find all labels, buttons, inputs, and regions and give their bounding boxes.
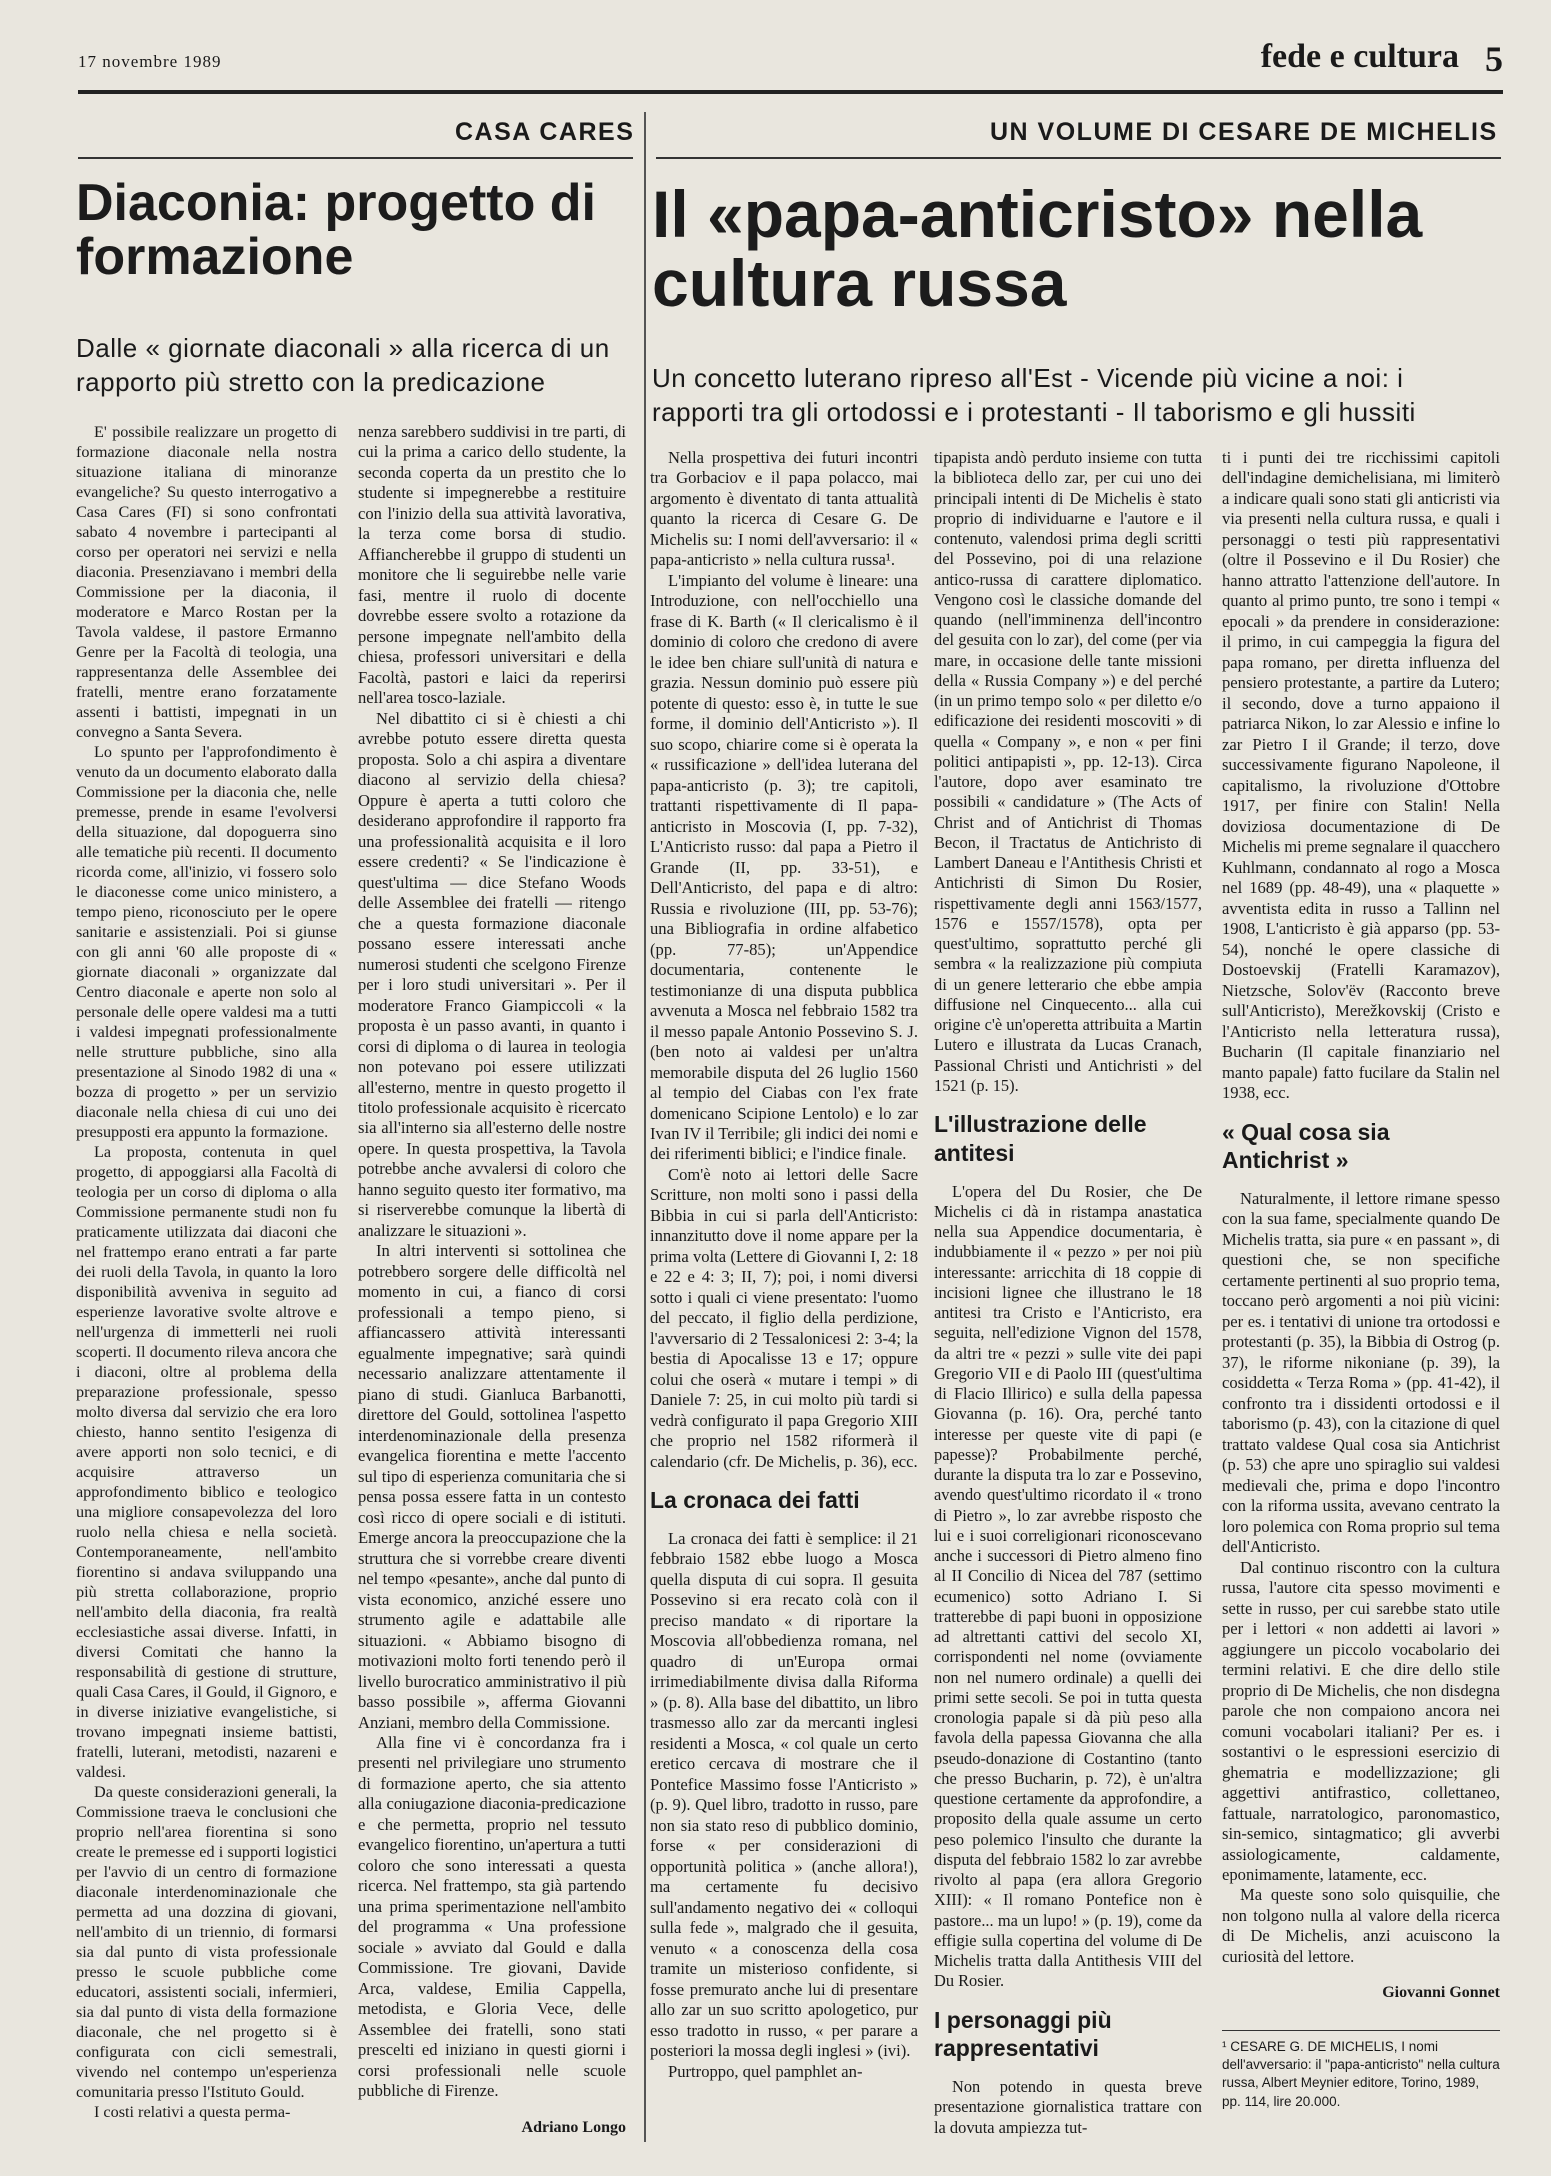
right-column-3 [1222, 448, 1500, 2003]
left-deck: Dalle « giornate diaconali » alla ricerca di un rapporto più stretto con la predicazione [76, 333, 610, 397]
right-kicker: UN VOLUME DI CESARE DE MICHELIS [990, 118, 1498, 146]
right-signature: Giovanni Gonnet [1382, 1984, 1500, 2002]
right-deck: Un concetto luterano ripreso all'Est - Vicende più vicine a noi: i rapporti tra gli ortodossi e i protestanti - Il taborismo e gli hussiti [652, 363, 1416, 427]
right-kicker-rule [656, 157, 1501, 159]
paragraph: tipapista andò perduto insieme con tutta la biblioteca dello zar, per cui uno dei principali intenti di De Michelis è stato proprio di individuarne e l'autore e il contenuto, valendosi prima degli scritti del Possevino, poi di una relazione antico-russa di carattere diplomatico. Vengono così le classiche domande del quando (nell'imminenza dell'incontro del gesuita con lo zar), del come (per via mare, in occasione delle tante missioni della « Russia Company ») e del perché (in un primo tempo solo « per diletto e/o edificazione dei residenti moscoviti » di quella « Company », e non « per fini politici antipapisti », pp. 12-13). Circa l'autore, dopo aver esaminato tre possibili « candidature » (The Acts of Christ and of Antichrist di Thomas Becon, il Tractatus de Antichristo di Lambert Daneau e l'Antithesis Christi et Antichristi di Simon Du Rosier, rispettivamente degli anni 1563/1577, 1576 e 1557/1578), opta per quest'ultimo, soprattutto perché gli sembra « la realizzazione più compiuta di un genere letterario che ebbe ampia diffusione nel Cinquecento... alla cui origine c'è un'operetta attribuita a Martin Lutero e illustrata da Lucas Cranach, Passional Christi und Antichristi » del 1521 (p. 15). [934, 448, 1202, 1095]
footnote: ¹ CESARE G. DE MICHELIS, I nomi dell'avversario: il "papa-anticristo" nella cultura russa, Albert Meynier editore, Torino, 1989, pp. 114, lire 20.000. [1222, 2039, 1500, 2109]
paragraph: In altri interventi si sottolinea che potrebbero sorgere delle difficoltà nel momento in cui, a fianco di corsi professionali a tempo pieno, si affiancassero attività interessanti egualmente impegnative; sarà quindi necessario analizzare attentamente il piano di studi. Gianluca Barbanotti, direttore del Gould, sottolinea l'aspetto interdenominazionale della presenza evangelica fiorentina e mette l'accento sul tipo di esperienza comunitaria che si pensa possa essere fatta in un contesto così ricco di opere sociali e di istituti. Emerge ancora la preoccupazione che la struttura che si vorrebbe creare diventi nel tempo «pesante», anche dal punto di vista economico, anziché essere uno strumento agile e adattabile alle situazioni. « Abbiamo bisogno di motivazioni molto forti tenendo però il livello burocratico amministrativo il più basso possibile », afferma Giovanni Anziani, membro della Commissione. [358, 1241, 626, 1732]
subheading-cronaca: La cronaca dei fatti [650, 1487, 860, 1514]
paragraph: Dal continuo riscontro con la cultura russa, l'autore cita spesso movimenti e sette in russo, per cui sarebbe stato utile per i lettori « non addetti ai lavori » aggiungere un piccolo vocabolario dei termini relativi. E che dire dello stile proprio di De Michelis, che non disdegna parole che non compaiono ancora nei comuni vocabolari italiani? Per es. i sostantivi o le espressioni esercizio di ghematria e modellizzazione; gli aggettivi antifrastico, collettaneo, fattuale, narratologico, paronomastico, sin-semico, sintagmatico; gli avverbi assiologicamente, caldamente, eponimamente, latamente, ecc. [1222, 1557, 1500, 1884]
paragraph: Nel dibattito ci si è chiesti a chi avrebbe potuto essere diretta questa proposta. Solo a chi aspira a diventare diacono al servizio della chiesa? Oppure è aperta a tutti coloro che desiderano approfondire il rapporto fra una professionalità acquisita e il loro essere credenti? « Se l'indicazione è quest'ultima — dice Stefano Woods delle Assemblee dei fratelli — ritengo che a questa formazione diaconale possano essere interessati anche numerosi studenti che scelgono Firenze per i loro studi universitari ». Per il moderatore Franco Giampiccoli « la proposta è un passo avanti, in quanto i corsi di diploma o di laurea in teologia non potevano poi essere utilizzati all'esterno, mentre in questo progetto il titolo professionale acquisito è ricercato sia all'interno sia all'esterno delle nostre opere. In questa prospettiva, la Tavola potrebbe anche avvalersi di coloro che hanno seguito questo iter formativo, ma si riserverebbe comunque la libertà di analizzare le situazioni ». [358, 708, 626, 1240]
section-title: fede e cultura [1260, 38, 1459, 75]
paragraph: E' possibile realizzare un progetto di formazione diaconale nella nostra situazione italiana di minoranze evangeliche? Su questo interrogativo a Casa Cares (FI) si sono confrontati sabato 4 novembre i partecipanti al corso per operatori nei servizi e nella diaconia. Presenziavano i membri della Commissione per la diaconia, il moderatore e Marco Rostan per la Tavola valdese, il pastore Ermanno Genre per la Facoltà di teologia, una rappresentanza delle Assemblee dei fratelli, mentre erano forzatamente assenti i battisti, impegnati in un convegno a Santa Severa. [76, 423, 337, 741]
right-headline: Il «papa-anticristo» nella cultura russa [652, 177, 1423, 320]
running-head [78, 38, 1503, 94]
footnote-rule [1222, 2030, 1500, 2031]
issue-date: 17 novembre 1989 [78, 52, 222, 71]
paragraph: La proposta, contenuta in quel progetto, di appoggiarsi alla Facoltà di teologia per un corso di diploma o alla Commissione permanente studi non fu praticamente utilizzata dai diaconi che nel frattempo erano entrati a far parte dei ruoli della Tavola, in quanto la loro disponibilità avveniva in seguito ad esperienze lavorative svolte altrove e nell'urgenza di immetterli nei ruoli scoperti. Il documento rileva ancora che i diaconi, oltre al problema della preparazione professionale, spesso molto diversa dal servizio che era loro chiesto, hanno sentito l'esigenza di avere apporti non solo tecnici, e di acquisire attraverso un approfondimento biblico e teologico una migliore consapevolezza del loro ruolo nella chiesa e nella società. Contemporaneamente, nell'ambito fiorentino si andava sviluppando una più stretta collaborazione, proprio nell'ambito della diaconia, fra realtà ecclesiastiche assai diverse. Infatti, in diversi Comitati che hanno la responsabilità di gestione di strutture, quali Casa Cares, il Gould, il Gignoro, e in diverse iniziative evangelistiche, si trovano impegnati insieme battisti, fratelli, luterani, metodisti, nazareni e valdesi. [76, 1143, 337, 1781]
paragraph: Ma queste sono solo quisquilie, che non tolgono nulla al valore della ricerca di De Michelis, anzi acuiscono la curiosità del lettore. [1222, 1885, 1500, 1966]
paragraph: Purtroppo, quel pamphlet an- [668, 2061, 863, 2081]
subheading-personaggi: I personaggi più rappresentativi [934, 2006, 1112, 2062]
paragraph: Da queste considerazioni generali, la Commissione traeva le conclusioni che proprio nell'area fiorentina si sono create le premesse ed i supporti logistici per l'avvio di un centro di formazione diaconale interdenominazionale che permetta ad una dozzina di giovani, nell'ambito di un triennio, di formarsi sia dal punto di vista professionale presso le scuole pubbliche come educatori, assistenti sociali, infermieri, sia dal punto di vista della formazione diaconale, che nel progetto si è configurata con cicli semestrali, vivendo nel contempo un'esperienza comunitaria presso l'Istituto Gould. [76, 1783, 337, 2101]
paragraph: ti i punti dei tre ricchissimi capitoli dell'indagine demichelisiana, mi limiterò a indicare quali sono stati gli anticristi via via presenti nella cultura russa, e quali i personaggi o testi più rappresentativi (oltre il Possevino e il Du Rosier) che hanno attratto l'attenzione dell'autore. In quanto al primo punto, tre sono i tempi « epocali » da prendere in considerazione: il primo, in cui campeggia la figura del papa romano, per diretta influenza del pensiero protestante, a partire da Lutero; il secondo, dove a turno appaiono il patriarca Nikon, lo zar Alessio e infine lo zar Pietro I il Grande; il terzo, dove successivamente figurano Napoleone, il capitalismo, la rivoluzione d'Ottobre 1917, per finire con Stalin! Nella doviziosa documentazione di De Michelis mi preme segnalare il quacchero Kuhlmann, condannato al rogo a Mosca nel 1689 (pp. 48-49), una « plaquette » avventista edita in russo a Tallinn nel 1908, L'anticristo è già apparso (pp. 53-54), nonché le opere classiche di Dostoevskij (Fratelli Karamazov), Nietzsche, Solov'ëv (Racconto breve sull'Anticristo), Merežkovskij (Cristo e l'Anticristo nella letteratura russa), Bucharin (Il capitale finanziario nel manto papale) fatto fucilare da Stalin nel 1938, ecc. [1222, 448, 1500, 1103]
left-column-2 [358, 422, 626, 2137]
paragraph: Lo spunto per l'approfondimento è venuto da un documento elaborato dalla Commissione per la diaconia che, nelle premesse, prende in esame l'evolversi della situazione, dal dopoguerra sino alle tematiche più recenti. Il documento ricorda come, all'inizio, vi fossero solo le diaconesse come unico ministero, a tempo pieno, riconosciuto per le opere sanitarie e assistenziali. Poi si giunse con gli anni '60 alle proposte di « giornate diaconali » organizzate dal Centro diaconale e aperte non solo al personale delle opere valdesi ma a tutti i valdesi impegnati professionalmente nelle strutture pubbliche, sino alla presentazione al Sinodo 1982 di una « bozza di progetto » per un servizio diaconale nella chiesa di cui uno dei presupposti era appunto la formazione. [76, 743, 337, 1141]
paragraph: Alla fine vi è concordanza fra i presenti nel privilegiare uno strumento di formazione aperto, che sia attento alla coniugazione diaconia-predicazione e che permetta, proprio nel tessuto evangelico fiorentino, un'apertura a tutti coloro che sono interessati a questa ricerca. Nel frattempo, sta già partendo una prima sperimentazione nell'ambito del programma « Una professione sociale » avviato dal Gould e dalla Commissione. Tre giovani, Davide Arca, valdese, Emilia Cappella, metodista, e Gloria Vece, delle Assemblee dei fratelli, sono stati prescelti ed iniziano in questi giorni i corsi professionali nelle scuole pubbliche di Firenze. [358, 1733, 626, 2101]
subheading-illustrazione: L'illustrazione delle antitesi [934, 1111, 1147, 1166]
left-signature: Adriano Longo [521, 2118, 626, 2136]
paragraph: I costi relativi a questa perma- [94, 2103, 291, 2121]
left-column-1 [76, 422, 337, 2122]
paragraph: Non potendo in questa breve presentazione giornalistica trattare con la dovuta ampiezza tut- [934, 2077, 1202, 2137]
page-number: 5 [1485, 39, 1503, 79]
column-divider [644, 112, 646, 2142]
paragraph: Com'è noto ai lettori delle Sacre Scritture, non molti sono i passi della Bibbia in cui si parla dell'Anticristo: innanzitutto dove il nome appare per la prima volta (Lettere di Giovanni I, 2: 18 e 22 e 4: 3; II, 7); poi, i nomi diversi sotto i quali ci viene presentato: l'uomo del peccato, il figlio della perdizione, l'avversario di 2 Tessalonicesi 2: 3-4; la bestia di Apocalisse 13 e 17; oppure colui che oserà « mutare i tempi » di Daniele 7: 25, in cui molto più tardi si vedrà configurato il papa Gregorio XIII che proprio nel 1582 riformerà il calendario (cfr. De Michelis, p. 36), ecc. [650, 1164, 918, 1471]
paragraph: nenza sarebbero suddivisi in tre parti, di cui la prima a carico dello studente, la seconda coperta da un prestito che lo studente si impegnerebbe a restituire con l'inizio della sua attività lavorativa, la terza come borsa di studio. Affiancherebbe il gruppo di studenti un monitore che li seguirebbe nelle varie fasi, mentre il ruolo di docente dovrebbe essere svolto a rotazione da persone impegnate nell'ambito della chiesa, professori universitari e della Facoltà, pastori e laici da reperirsi nell'area tosco-laziale. [358, 422, 626, 708]
paragraph: La cronaca dei fatti è semplice: il 21 febbraio 1582 ebbe luogo a Mosca quella disputa di cui sopra. Il gesuita Possevino si era recato colà con il preciso mandato « di riportare la Moscovia all'obbedienza romana, nel quadro di un'Europa ormai irrimediabilmente divisa dalla Riforma » (p. 8). Alla base del dibattito, un libro trasmesso allo zar da mercanti inglesi residenti a Mosca, « col quale un certo eretico cercava di mostrare che il Pontefice Massimo fosse l'Anticristo » (p. 9). Quel libro, tradotto in russo, pare non sia stato reso di pubblico dominio, forse « per considerazioni di opportunità politica » (anche allora!), ma certamente fu decisivo sull'andamento negativo dei « colloqui sulla fede », malgrado che il gesuita, venuto « a conoscenza della cosa tramite un misterioso confidente, si fosse premurato anche lui di presentare allo zar un suo scritto apologetico, pur esso tradotto in russo, « per parare a posteriori la mossa degli inglesi » (ivi). [650, 1528, 918, 2061]
subheading-qual-cosa: « Qual cosa sia Antichrist » [1222, 1118, 1390, 1174]
paragraph: L'impianto del volume è lineare: una Introduzione, con nell'occhiello una frase di K. Barth (« Il clericalismo è il dominio di coloro che credono di avere le idee ben chiare sull'unità di natura e grazia. Nessun dominio può essere più potente di questo: esso è, in tutte le sue forme, il dominio dell'Anticristo »). Il suo scopo, chiarire come si è operata la « russificazione » dell'idea luterana del papa-anticristo (p. 3); tre capitoli, trattanti rispettivamente di Il papa-anticristo in Moscovia (I, pp. 7-32), L'Anticristo russo: dal papa a Pietro il Grande (II, pp. 33-51), e Dell'Anticristo, del papa e di altro: Russia e rivoluzione (III, pp. 53-76); una Bibliografia in ordine alfabetico (pp. 77-85); un'Appendice documentaria, contenente le testimonianze di una disputa pubblica avvenuta a Mosca nel febbraio 1582 tra il messo papale Antonio Possevino S. J. (ben noto ai valdesi per un'altra memorabile disputa del 26 luglio 1560 al tempio del Ciabas con l'ex frate domenicano Scipione Lentolo) e lo zar Ivan IV il Terribile; gli indici dei nomi e dei riferimenti biblici; e l'indice finale. [650, 570, 918, 1164]
paragraph: Naturalmente, il lettore rimane spesso con la sua fame, specialmente quando De Michelis tratta, sia pure « en passant », di questioni che, se non specifiche certamente pertinenti al suo proprio tema, toccano però argomenti a noi più vicini: per es. i tentativi di unione tra ortodossi e protestanti (p. 35), la Bibbia di Ostrog (p. 37), le riforme nikoniane (p. 39), la cosiddetta « Terza Roma » (pp. 41-42), il confronto tra i dissidenti ortodossi e il taborismo (p. 43), con la citazione di quel trattato valdese Qual cosa sia Antichrist (p. 53) che apre uno spiraglio sui valdesi medievali che, prima e dopo l'incontro con la riforma ussita, avevano centrato la loro polemica con Roma proprio sul tema dell'Anticristo. [1222, 1189, 1500, 1557]
right-column-1 [650, 448, 918, 2082]
paragraph: L'opera del Du Rosier, che De Michelis ci dà in ristampa anastatica nella sua Appendice documentaria, è indubbiamente il « pezzo » per noi più interessante: arricchita di 18 coppie di incisioni lignee che illustrano le 18 antitesi tra Cristo e l'Anticristo, era seguita, nell'edizione Vignon del 1578, da altri tre « pezzi » sulle vite dei papi Gregorio VII e di Paolo III (quest'ultima di Flacio Illirico) e sulla della papessa Giovanna (p. 16). Ora, perché tanto interesse per queste vite di papi (e papesse)? Probabilmente perché, durante la disputa tra lo zar e Possevino, avendo quest'ultimo ricordato il « trono di Pietro », lo zar avrebbe risposto che lui e i suoi correligionari riconoscevano anche i successori di Pietro almeno fino al II Concilio di Nicea del 787 (settimo ecumenico) sotto Adriano I. Si tratterebbe di papi buoni in opposizione ad altrettanti cattivi del secolo XI, corrispondenti nel nome (ovviamente non nel numero ordinale) a quelli dei primi sette secoli. Se poi in tutta questa cronologia papale si dà più peso alla favola della papessa Giovanna che alla pseudo-donazione di Costantino (tanto che presso Bucharin, p. 72), è un'altra questione certamente da approfondire, a proposito della quale assume un certo peso polemico l'insulto che durante la disputa del febbraio 1582 lo zar avrebbe rivolto al papa (era allora Gregorio XIII): « Il romano Pontefice non è pastore... ma un lupo! » (p. 19), come da effigie sulla copertina del volume di De Michelis tratta dalla Antithesis VIII del Du Rosier. [934, 1181, 1202, 1991]
left-kicker-rule [78, 157, 633, 159]
left-kicker: CASA CARES [455, 118, 635, 146]
paragraph: Nella prospettiva dei futuri incontri tra Gorbaciov e il papa polacco, mai argomento è diventato di tanta attualità quanto la ricerca di Cesare G. De Michelis su: I nomi dell'avversario: il « papa-anticristo » nella cultura russa¹. [650, 448, 918, 570]
right-column-2 [934, 448, 1202, 2138]
left-headline: Diaconia: progetto di formazione [76, 174, 596, 287]
